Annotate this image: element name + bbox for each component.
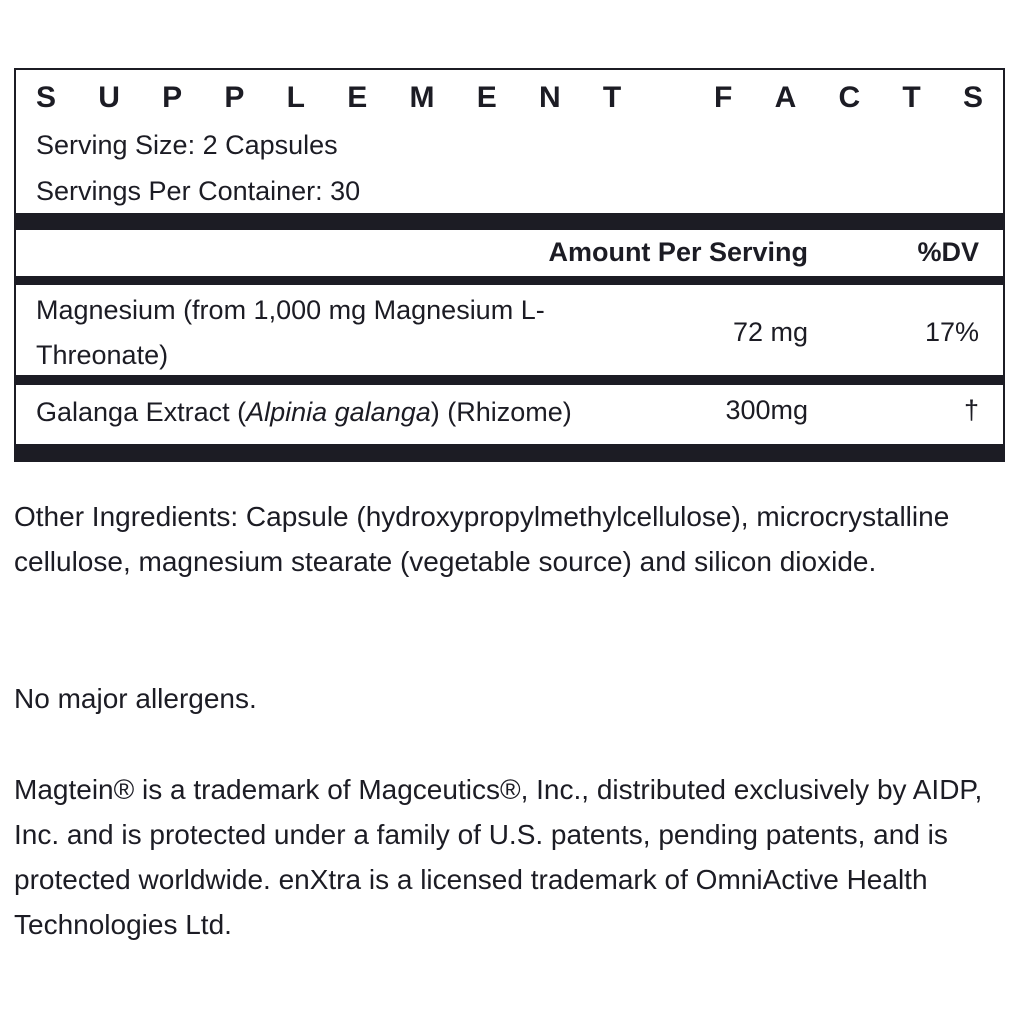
ingredient-dv: 17% xyxy=(924,317,979,347)
title-letter: E xyxy=(476,81,497,114)
title-letter: U xyxy=(98,81,120,114)
title-letter: F xyxy=(714,81,733,114)
other-ingredients-text: Other Ingredients: Capsule (hydroxypropylmethylcellulose), microcrystalline cellulose, magnesium stearate (vegetable source) and silicon dioxide. xyxy=(14,501,950,577)
ingredient-name: Magnesium (from 1,000 mg Magnesium L-Threonate) xyxy=(36,295,545,370)
serving-size: Serving Size: 2 Capsules xyxy=(36,130,338,160)
title-letter: P xyxy=(162,81,183,114)
title-letter: L xyxy=(286,81,305,114)
ingredient-amount: 300mg xyxy=(725,395,808,425)
ingredient-name-suffix: ) (Rhizome) xyxy=(430,397,572,427)
title-letter: T xyxy=(602,81,622,114)
title-letter: M xyxy=(409,81,435,114)
ingredient-botanical-name: Alpinia galanga xyxy=(246,397,431,427)
divider-bar xyxy=(16,213,1003,230)
divider-bar xyxy=(16,444,1003,462)
trademark-notice-text: Magtein® is a trademark of Magceutics®, Inc., distributed exclusively by AIDP, Inc. and is protected under a family of U.S. patents, pending patents, and is protected worldwide. enXtra is a licensed trademark of OmniActive Health Technologies Ltd. xyxy=(14,774,983,940)
title-letter-gap xyxy=(663,80,671,116)
servings-per-container: Servings Per Container: 30 xyxy=(36,176,361,206)
ingredient-dv: † xyxy=(963,395,979,425)
divider-bar xyxy=(16,375,1003,385)
supplement-facts-title xyxy=(36,80,983,116)
allergens-text: No major allergens. xyxy=(14,683,257,714)
title-letter: P xyxy=(224,81,245,114)
ingredient-name xyxy=(36,390,572,435)
supplement-facts-panel xyxy=(14,68,1005,462)
title-letter: A xyxy=(774,81,797,114)
amount-per-serving-header: Amount Per Serving xyxy=(548,237,808,267)
daily-value-header: %DV xyxy=(917,237,979,267)
title-letter: N xyxy=(538,81,561,114)
title-letter: T xyxy=(902,81,921,114)
title-letter: C xyxy=(838,81,861,114)
divider-bar xyxy=(16,276,1003,285)
title-letter: S xyxy=(36,81,57,114)
title-letter: E xyxy=(347,81,368,114)
ingredient-amount: 72 mg xyxy=(732,317,808,347)
title-letter: S xyxy=(962,81,983,114)
ingredient-name-prefix: Galanga Extract ( xyxy=(36,397,247,427)
